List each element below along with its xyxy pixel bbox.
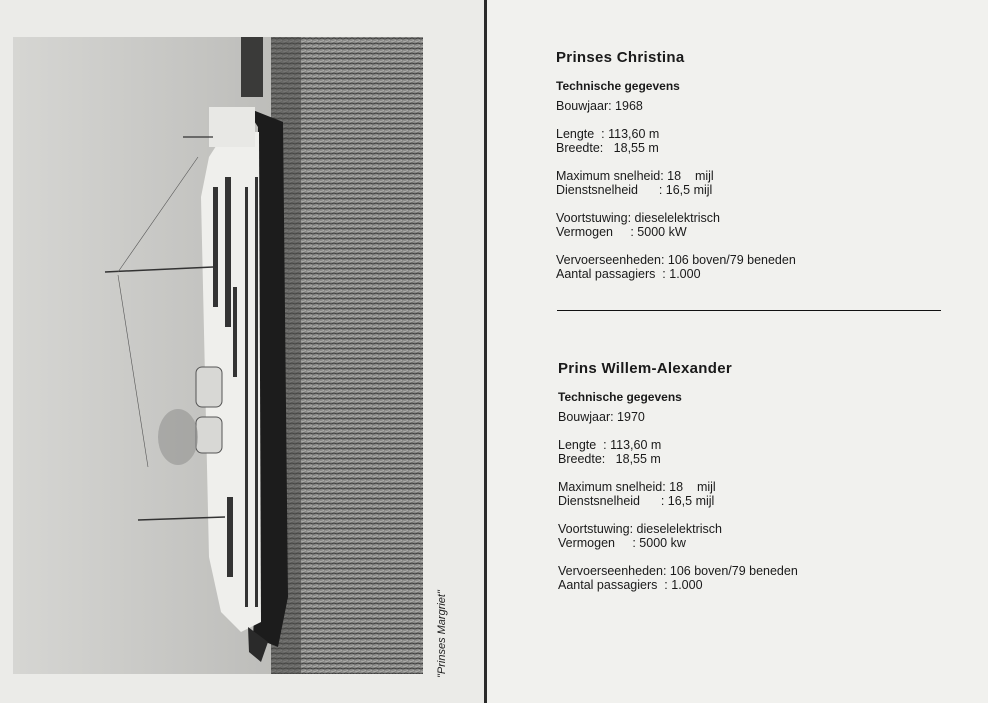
ship-title: Prins Willem-Alexander [558, 360, 733, 377]
lengte: Lengte : 113,60 m [556, 127, 660, 141]
vermogen: Vermogen : 5000 kw [558, 536, 686, 550]
lengte: Lengte : 113,60 m [558, 438, 662, 452]
vervoerseenheden: Vervoerseenheden: 106 boven/79 beneden [558, 564, 798, 578]
spec-prinses-christina [556, 51, 956, 281]
vermogen: Vermogen : 5000 kW [556, 225, 687, 239]
breedte: Breedte: 18,55 m [558, 452, 661, 466]
section-subtitle: Technische gegevens [558, 390, 682, 404]
vervoerseenheden: Vervoerseenheden: 106 boven/79 beneden [556, 253, 796, 267]
voortstuwing: Voortstuwing: dieselelektrisch [556, 211, 720, 225]
aantal-passagiers: Aantal passagiers : 1.000 [556, 267, 701, 281]
left-page [0, 0, 484, 703]
ship-title: Prinses Christina [556, 49, 685, 66]
ship-photo [13, 37, 423, 674]
dienstsnelheid: Dienstsnelheid : 16,5 mijl [556, 183, 713, 197]
voortstuwing: Voortstuwing: dieselelektrisch [558, 522, 722, 536]
dienstsnelheid: Dienstsnelheid : 16,5 mijl [558, 494, 715, 508]
section-divider [557, 310, 941, 311]
spec-prins-willem-alexander [558, 362, 958, 592]
aantal-passagiers: Aantal passagiers : 1.000 [558, 578, 703, 592]
max-snelheid: Maximum snelheid: 18 mijl [558, 480, 716, 494]
breedte: Breedte: 18,55 m [556, 141, 659, 155]
ship-photo-image [13, 37, 423, 674]
right-page [487, 0, 988, 703]
bouwjaar: Bouwjaar: 1968 [556, 99, 643, 113]
max-snelheid: Maximum snelheid: 18 mijl [556, 169, 714, 183]
section-subtitle: Technische gegevens [556, 79, 680, 93]
photo-caption: "Prinses Margriet" [436, 590, 448, 678]
bouwjaar: Bouwjaar: 1970 [558, 410, 645, 424]
